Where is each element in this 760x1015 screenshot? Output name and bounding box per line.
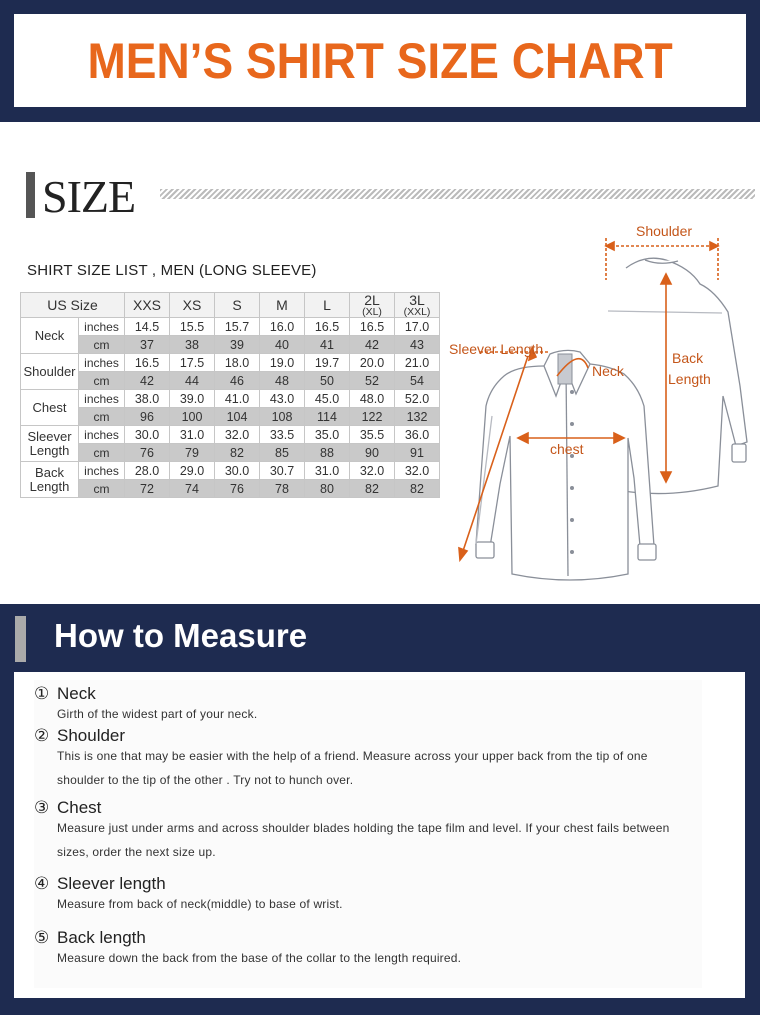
table-cell: 45.0 xyxy=(305,390,350,408)
table-row xyxy=(21,354,440,372)
table-cell: 48 xyxy=(260,372,305,390)
table-cell: 88 xyxy=(305,444,350,462)
table-row xyxy=(21,480,440,498)
table-cell: 78 xyxy=(260,480,305,498)
size-list-title: SHIRT SIZE LIST , MEN (LONG SLEEVE) xyxy=(27,262,317,279)
size-sub-label: (XXL) xyxy=(403,306,431,318)
item-number: ⑤ xyxy=(34,928,50,947)
measurement-label: Back Length xyxy=(21,462,79,498)
size-column-header xyxy=(305,293,350,318)
item-heading: Neck xyxy=(57,684,96,703)
item-description: sizes, order the next size up. xyxy=(57,845,216,859)
size-column-header xyxy=(260,293,305,318)
table-cell: 52.0 xyxy=(395,390,440,408)
table-cell: 52 xyxy=(350,372,395,390)
measurement-label: Neck xyxy=(21,318,79,354)
table-cell: 16.5 xyxy=(350,318,395,336)
table-cell: 36.0 xyxy=(395,426,440,444)
item-description: shoulder to the tip of the other . Try not to hunch over. xyxy=(57,773,354,787)
table-cell: 132 xyxy=(395,408,440,426)
table-cell: 31.0 xyxy=(170,426,215,444)
item-number: ③ xyxy=(34,798,50,817)
measurement-label: Sleever Length xyxy=(21,426,79,462)
neck-label-tag xyxy=(558,354,572,384)
table-row xyxy=(21,408,440,426)
table-cell: 72 xyxy=(125,480,170,498)
table-cell: 37 xyxy=(125,336,170,354)
table-row xyxy=(21,426,440,444)
unit-label: inches xyxy=(79,318,125,336)
unit-label: inches xyxy=(79,462,125,480)
measure-heading: How to Measure xyxy=(54,617,308,654)
table-cell: 43 xyxy=(395,336,440,354)
table-cell: 44 xyxy=(170,372,215,390)
unit-label: cm xyxy=(79,444,125,462)
table-cell: 50 xyxy=(305,372,350,390)
diagram-label-neck: Neck xyxy=(592,363,624,379)
table-cell: 19.0 xyxy=(260,354,305,372)
table-cell: 16.5 xyxy=(305,318,350,336)
diagram-label-back: Back xyxy=(672,350,704,366)
table-cell: 17.0 xyxy=(395,318,440,336)
table-cell: 100 xyxy=(170,408,215,426)
table-cell: 30.0 xyxy=(215,462,260,480)
table-cell: 41.0 xyxy=(215,390,260,408)
table-cell: 46 xyxy=(215,372,260,390)
size-column-header xyxy=(215,293,260,318)
item-description: Measure from back of neck(middle) to base of wrist. xyxy=(57,897,343,911)
table-cell: 38 xyxy=(170,336,215,354)
measure-inner xyxy=(34,680,702,988)
table-cell: 38.0 xyxy=(125,390,170,408)
diagram-label-chest: chest xyxy=(550,441,584,457)
table-cell: 74 xyxy=(170,480,215,498)
table-cell: 17.5 xyxy=(170,354,215,372)
table-row xyxy=(21,444,440,462)
table-cell: 82 xyxy=(215,444,260,462)
table-cell: 20.0 xyxy=(350,354,395,372)
table-cell: 82 xyxy=(395,480,440,498)
diagram-label-sleeve: Sleever Length xyxy=(449,341,544,357)
size-column-header xyxy=(125,293,170,318)
item-description: Girth of the widest part of your neck. xyxy=(57,707,258,721)
table-cell: 18.0 xyxy=(215,354,260,372)
unit-label: inches xyxy=(79,426,125,444)
table-cell: 32.0 xyxy=(395,462,440,480)
size-heading: SIZE xyxy=(42,171,136,222)
table-cell: 85 xyxy=(260,444,305,462)
shirt-diagram xyxy=(440,216,758,596)
table-row xyxy=(21,318,440,336)
table-cell: 15.7 xyxy=(215,318,260,336)
measurement-label: Chest xyxy=(21,390,79,426)
table-cell: 32.0 xyxy=(350,462,395,480)
item-heading: Sleever length xyxy=(57,874,166,893)
table-cell: 14.5 xyxy=(125,318,170,336)
table-cell: 35.0 xyxy=(305,426,350,444)
table-row xyxy=(21,336,440,354)
item-description: Measure just under arms and across shoulder blades holding the tape film and level. If your chest fails between xyxy=(57,821,670,835)
table-cell: 43.0 xyxy=(260,390,305,408)
table-cell: 40 xyxy=(260,336,305,354)
size-heading-bar xyxy=(26,172,35,218)
table-row xyxy=(21,462,440,480)
table-cell: 28.0 xyxy=(125,462,170,480)
table-cell: 79 xyxy=(170,444,215,462)
size-label: L xyxy=(323,297,331,313)
table-cell: 21.0 xyxy=(395,354,440,372)
table-cell: 80 xyxy=(305,480,350,498)
size-label: 3L xyxy=(409,292,425,308)
size-label: S xyxy=(232,297,242,313)
header-box xyxy=(14,14,746,107)
measure-heading-bar xyxy=(15,616,26,662)
table-cell: 54 xyxy=(395,372,440,390)
item-number: ① xyxy=(34,684,50,703)
size-column-header xyxy=(170,293,215,318)
table-cell: 29.0 xyxy=(170,462,215,480)
size-table xyxy=(20,292,440,498)
table-cell: 16.5 xyxy=(125,354,170,372)
page-title: MEN’S SHIRT SIZE CHART xyxy=(87,32,673,89)
table-cell: 82 xyxy=(350,480,395,498)
size-label: XXS xyxy=(132,297,161,313)
unit-label: inches xyxy=(79,390,125,408)
diagram-label-length: Length xyxy=(668,371,711,387)
table-cell: 33.5 xyxy=(260,426,305,444)
item-number: ② xyxy=(34,726,50,745)
table-cell: 76 xyxy=(215,480,260,498)
item-heading: Chest xyxy=(57,798,102,817)
table-cell: 41 xyxy=(305,336,350,354)
unit-label: inches xyxy=(79,354,125,372)
table-cell: 39 xyxy=(215,336,260,354)
table-cell: 90 xyxy=(350,444,395,462)
item-heading: Back length xyxy=(57,928,146,947)
hatched-divider xyxy=(160,189,755,199)
table-cell: 15.5 xyxy=(170,318,215,336)
table-cell: 39.0 xyxy=(170,390,215,408)
table-cell: 114 xyxy=(305,408,350,426)
table-cell: 76 xyxy=(125,444,170,462)
item-number: ④ xyxy=(34,874,50,893)
table-cell: 35.5 xyxy=(350,426,395,444)
item-description: Measure down the back from the base of the collar to the length required. xyxy=(57,951,462,965)
item-heading: Shoulder xyxy=(57,726,126,745)
table-cell: 31.0 xyxy=(305,462,350,480)
table-cell: 42 xyxy=(125,372,170,390)
table-cell: 104 xyxy=(215,408,260,426)
table-cell: 108 xyxy=(260,408,305,426)
size-label: XS xyxy=(182,297,202,313)
size-label: M xyxy=(276,297,288,313)
table-cell: 48.0 xyxy=(350,390,395,408)
size-sub-label: (XL) xyxy=(362,306,382,318)
table-cell: 91 xyxy=(395,444,440,462)
table-cell: 19.7 xyxy=(305,354,350,372)
table-cell: 30.7 xyxy=(260,462,305,480)
unit-label: cm xyxy=(79,336,125,354)
size-column-header xyxy=(395,293,440,318)
table-corner-header: US Size xyxy=(21,293,125,318)
measure-box xyxy=(14,672,745,998)
table-row xyxy=(21,390,440,408)
table-cell: 122 xyxy=(350,408,395,426)
size-label: 2L xyxy=(364,292,380,308)
table-cell: 32.0 xyxy=(215,426,260,444)
unit-label: cm xyxy=(79,480,125,498)
table-cell: 16.0 xyxy=(260,318,305,336)
measurement-label: Shoulder xyxy=(21,354,79,390)
table-cell: 42 xyxy=(350,336,395,354)
table-cell: 96 xyxy=(125,408,170,426)
item-description: This is one that may be easier with the help of a friend. Measure across your upper back from the tip of one xyxy=(57,749,648,763)
size-column-header xyxy=(350,293,395,318)
diagram-label-shoulder: Shoulder xyxy=(636,223,693,239)
table-row xyxy=(21,372,440,390)
unit-label: cm xyxy=(79,372,125,390)
table-cell: 30.0 xyxy=(125,426,170,444)
unit-label: cm xyxy=(79,408,125,426)
